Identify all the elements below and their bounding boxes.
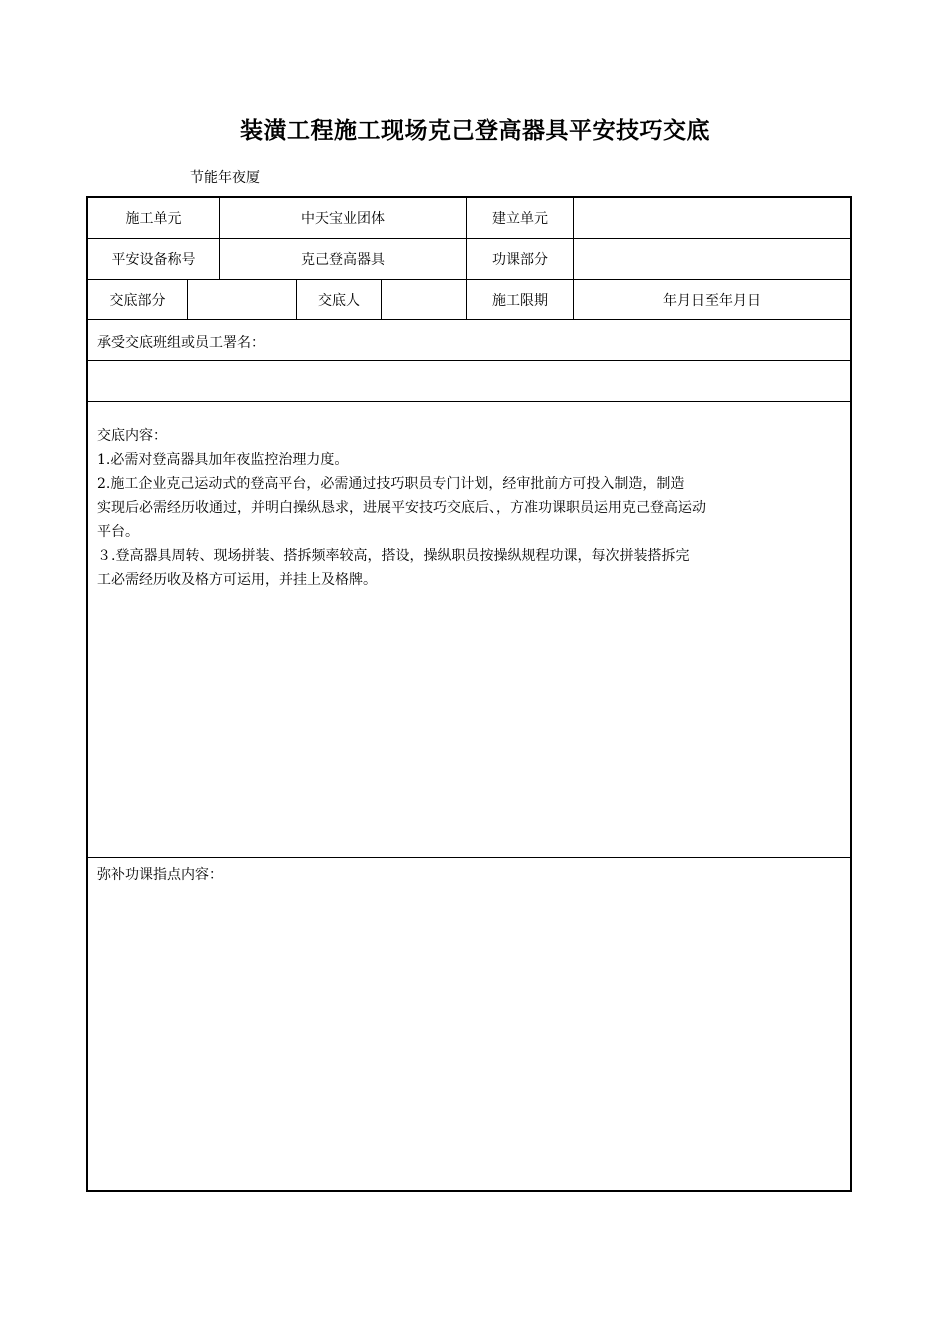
form-row-disclosure xyxy=(88,280,850,320)
deadline-label: 施工限期 xyxy=(467,280,574,319)
disclosure-form xyxy=(86,196,852,1192)
signature-field xyxy=(88,361,850,402)
content-body xyxy=(97,424,810,592)
work-section-label: 功课部分 xyxy=(467,239,574,279)
supplement-label: 弥补功课指点内容： xyxy=(97,867,223,883)
project-name: 节能年夜厦 xyxy=(190,170,260,186)
builder-unit-label: 建立单元 xyxy=(467,198,574,238)
facility-name-label: 平安设备称号 xyxy=(88,239,220,279)
work-section-value xyxy=(574,239,850,279)
discloser-value xyxy=(382,280,467,319)
content-line: 平台。 xyxy=(97,524,139,540)
facility-name-value: 克己登高器具 xyxy=(220,239,467,279)
content-line: 工必需经历收及格方可运用，并挂上及格牌。 xyxy=(97,572,377,588)
content-line: 2.施工企业克己运动式的登高平台，必需通过技巧职员专门计划，经审批前方可投入制造，制造 xyxy=(97,476,685,492)
content-line: 实现后必需经历收通过，并明白操纵恳求，进展平安技巧交底后、，方准功课职员运用克己登高运动 xyxy=(97,500,706,516)
supplement-section xyxy=(88,858,850,1190)
content-line: ３.登高器具周转、现场拼装、搭拆频率较高，搭设，操纵职员按操纵规程功课，每次拼装搭拆完 xyxy=(97,548,690,564)
construction-unit-label: 施工单元 xyxy=(88,198,220,238)
disclosure-section-value xyxy=(188,280,297,319)
content-heading: 交底内容： xyxy=(97,428,167,444)
document-title: 装潢工程施工现场克己登高器具平安技巧交底 xyxy=(240,117,710,144)
content-line: 1.必需对登高器具加年夜监控治理力度。 xyxy=(97,452,349,468)
form-row-facility xyxy=(88,239,850,280)
signature-label: 承受交底班组或员工署名： xyxy=(97,335,265,351)
deadline-value: 年月日至年月日 xyxy=(663,292,761,309)
content-section xyxy=(88,402,850,858)
form-row-unit xyxy=(88,198,850,239)
form-row-signature xyxy=(88,320,850,361)
builder-unit-value xyxy=(574,198,850,238)
construction-unit-value: 中天宝业团体 xyxy=(220,198,467,238)
disclosure-section-label: 交底部分 xyxy=(88,280,188,319)
discloser-label: 交底人 xyxy=(297,280,382,319)
